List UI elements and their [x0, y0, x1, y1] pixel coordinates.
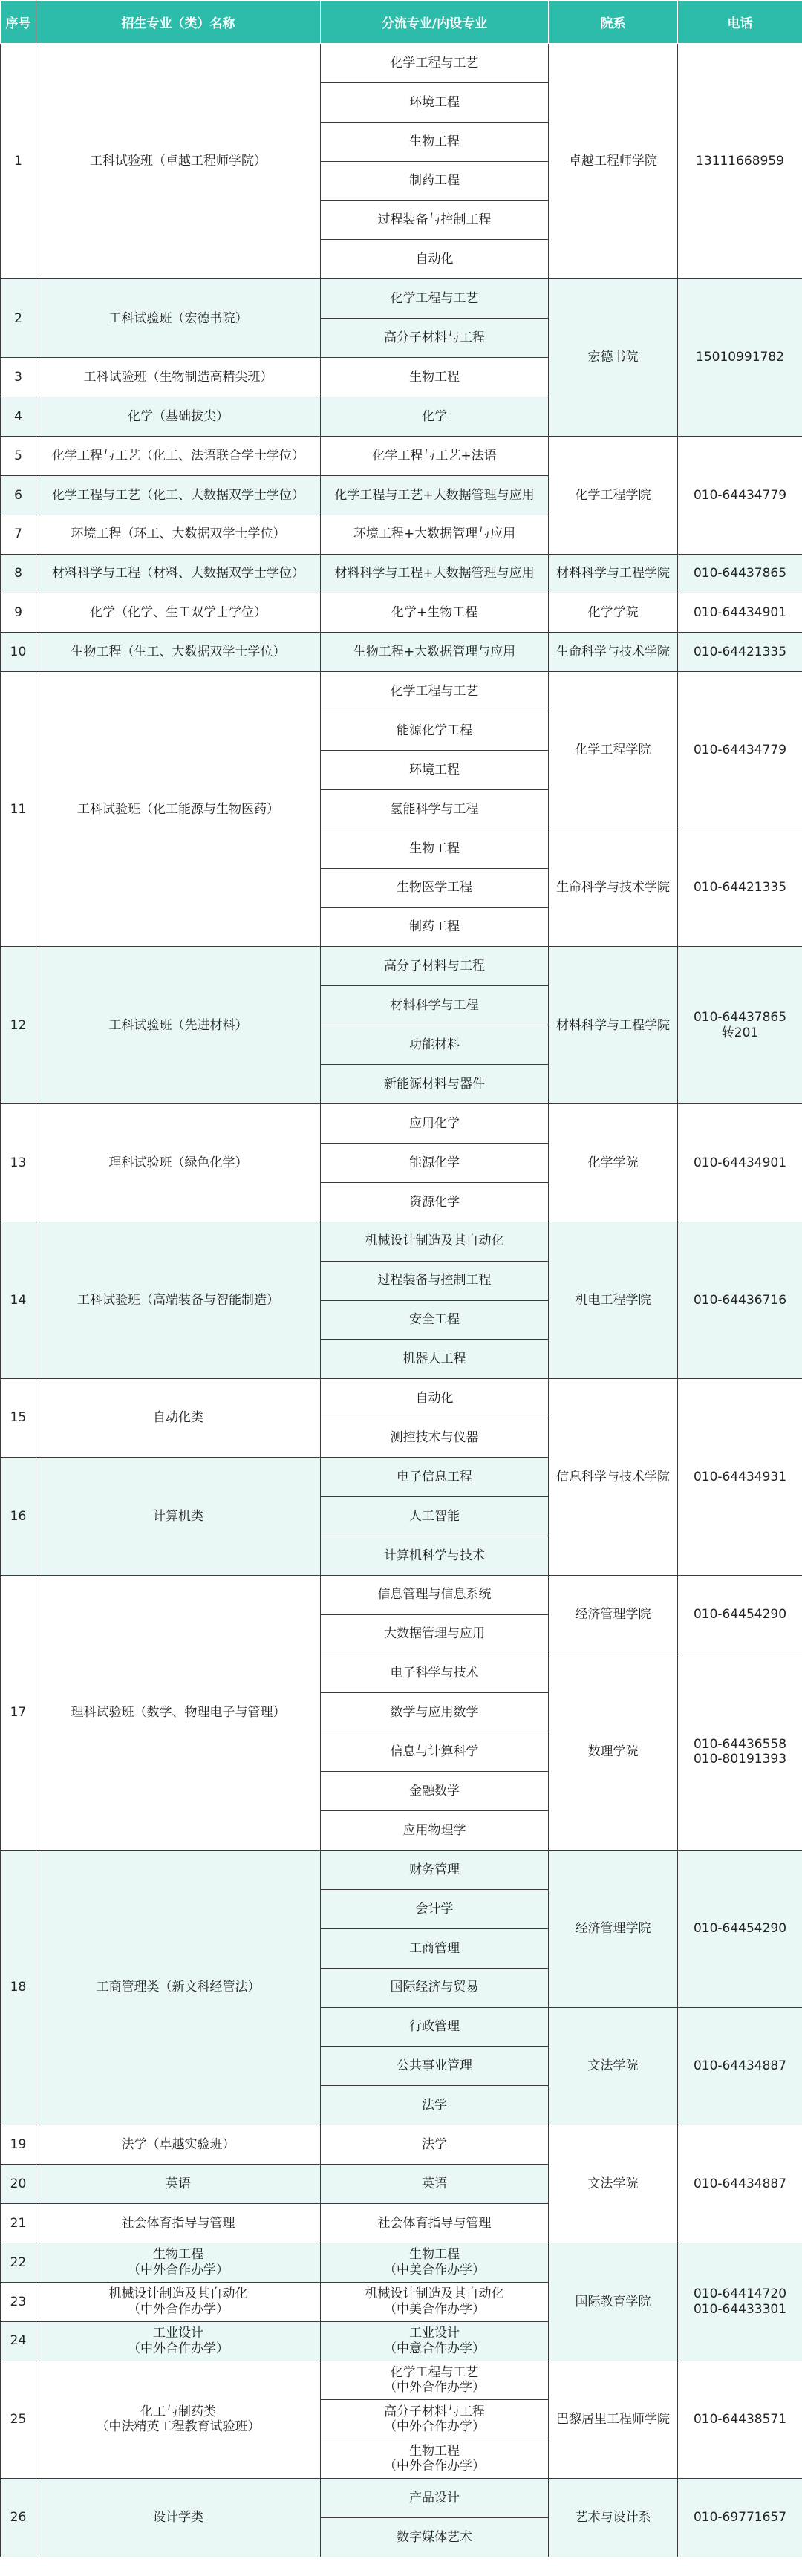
program-name: 工科试验班（宏德书院）	[36, 279, 321, 358]
major-cell: 生物工程+大数据管理与应用	[321, 633, 549, 672]
program-name: 化学（化学、生工双学士学位）	[36, 593, 321, 633]
program-name-line: 生物工程	[153, 2247, 203, 2263]
program-name: 工科试验班（高端装备与智能制造）	[36, 1222, 321, 1379]
major-cell: 机械设计制造及其自动化	[321, 1222, 549, 1261]
phone-line: 010-64433301	[693, 2301, 787, 2317]
major-cell: 机器人工程	[321, 1340, 549, 1379]
phone-cell: 010-64454290	[678, 1850, 802, 2007]
major-cell: 生物工程	[321, 358, 549, 397]
program-name: 设计学类	[36, 2479, 321, 2557]
program-name: 自动化类	[36, 1379, 321, 1458]
major-cell: 计算机科学与技术	[321, 1536, 549, 1575]
header-phone: 电话	[678, 1, 802, 44]
program-name: 法学（卓越实验班）	[36, 2125, 321, 2165]
table-row	[1, 2361, 802, 2400]
program-name: 工科试验班（先进材料）	[36, 947, 321, 1104]
program-name: 理科试验班（绿色化学）	[36, 1104, 321, 1222]
department-cell: 材料科学与工程学院	[549, 947, 678, 1104]
major-cell: 法学	[321, 2086, 549, 2125]
phone-cell	[678, 1654, 802, 1850]
row-no: 21	[1, 2203, 36, 2243]
department-cell: 巴黎居里工程师学院	[549, 2361, 678, 2479]
program-name: 计算机类	[36, 1458, 321, 1576]
major-cell: 安全工程	[321, 1300, 549, 1340]
department-cell: 数理学院	[549, 1654, 678, 1850]
table-row	[1, 672, 802, 711]
major-cell: 新能源材料与器件	[321, 1065, 549, 1104]
major-cell: 化学	[321, 397, 549, 437]
row-no: 5	[1, 436, 36, 475]
table-row	[1, 1379, 802, 1418]
row-no: 4	[1, 397, 36, 437]
row-no: 14	[1, 1222, 36, 1379]
major-cell	[321, 2361, 549, 2400]
program-name: 化学工程与工艺（化工、大数据双学士学位）	[36, 475, 321, 515]
major-cell: 公共事业管理	[321, 2047, 549, 2086]
phone-cell	[678, 947, 802, 1104]
phone-cell: 13111668959	[678, 44, 802, 279]
major-cell: 自动化	[321, 240, 549, 279]
row-no: 15	[1, 1379, 36, 1458]
row-no: 12	[1, 947, 36, 1104]
row-no: 10	[1, 633, 36, 672]
major-cell	[321, 2439, 549, 2479]
department-cell: 卓越工程师学院	[549, 44, 678, 279]
row-no: 6	[1, 475, 36, 515]
major-note: （中外合作办学）	[384, 2380, 485, 2396]
major-note: （中美合作办学）	[384, 2301, 485, 2317]
major-cell: 过程装备与控制工程	[321, 200, 549, 240]
table-row	[1, 279, 802, 319]
table-header-row	[1, 1, 802, 44]
program-name: 化学（基础拔尖）	[36, 397, 321, 437]
major-cell: 自动化	[321, 1379, 549, 1418]
major-cell: 能源化学	[321, 1143, 549, 1182]
phone-cell: 010-69771657	[678, 2479, 802, 2557]
major-line: 化学工程与工艺	[390, 2365, 479, 2381]
department-cell: 生命科学与技术学院	[549, 633, 678, 672]
department-cell: 国际教育学院	[549, 2243, 678, 2361]
phone-cell: 15010991782	[678, 279, 802, 437]
department-cell: 文法学院	[549, 2125, 678, 2243]
major-cell: 国际经济与贸易	[321, 1968, 549, 2007]
major-cell: 会计学	[321, 1889, 549, 1928]
program-name: 工科试验班（生物制造高精尖班）	[36, 358, 321, 397]
phone-cell: 010-64421335	[678, 829, 802, 947]
major-cell	[321, 2243, 549, 2282]
program-name	[36, 2321, 321, 2361]
row-no: 23	[1, 2282, 36, 2321]
major-cell: 化学工程与工艺	[321, 672, 549, 711]
department-cell: 信息科学与技术学院	[549, 1379, 678, 1575]
major-cell: 财务管理	[321, 1850, 549, 1889]
phone-cell: 010-64434931	[678, 1379, 802, 1575]
major-line: 生物工程	[409, 2247, 460, 2263]
table-row	[1, 1222, 802, 1261]
major-cell: 生物工程	[321, 122, 549, 161]
major-cell: 测控技术与仪器	[321, 1418, 549, 1458]
department-cell: 化学学院	[549, 593, 678, 633]
phone-cell: 010-64434887	[678, 2125, 802, 2243]
major-cell: 能源化学工程	[321, 711, 549, 751]
major-cell: 化学工程与工艺	[321, 44, 549, 83]
major-cell: 高分子材料与工程	[321, 947, 549, 986]
row-no: 7	[1, 515, 36, 554]
header-program: 招生专业（类）名称	[36, 1, 321, 44]
phone-line: 010-80191393	[693, 1752, 787, 1767]
program-name: 工科试验班（卓越工程师学院）	[36, 44, 321, 279]
phone-cell: 010-64454290	[678, 1575, 802, 1654]
header-major: 分流专业/内设专业	[321, 1, 549, 44]
major-line: 机械设计制造及其自动化	[365, 2286, 504, 2302]
phone-cell: 010-64434887	[678, 2007, 802, 2125]
major-cell: 制药工程	[321, 161, 549, 200]
department-cell: 宏德书院	[549, 279, 678, 437]
major-cell: 环境工程	[321, 751, 549, 790]
phone-cell: 010-64437865	[678, 554, 802, 593]
phone-cell	[678, 2243, 802, 2361]
row-no: 25	[1, 2361, 36, 2479]
table-row	[1, 1104, 802, 1144]
major-note: （中外合作办学）	[384, 2419, 485, 2435]
major-cell: 数字媒体艺术	[321, 2518, 549, 2557]
major-cell: 化学工程与工艺	[321, 279, 549, 319]
phone-cell: 010-64438571	[678, 2361, 802, 2479]
major-line: 工业设计	[409, 2326, 460, 2341]
major-cell: 金融数学	[321, 1772, 549, 1811]
row-no: 26	[1, 2479, 36, 2557]
major-cell	[321, 2321, 549, 2361]
major-cell: 化学工程与工艺+大数据管理与应用	[321, 475, 549, 515]
phone-extension: 转201	[721, 1025, 759, 1040]
major-cell: 过程装备与控制工程	[321, 1261, 549, 1300]
table-row	[1, 44, 802, 83]
major-cell: 人工智能	[321, 1496, 549, 1536]
major-cell: 社会体育指导与管理	[321, 2203, 549, 2243]
program-name: 材料科学与工程（材料、大数据双学士学位）	[36, 554, 321, 593]
department-cell: 化学学院	[549, 1104, 678, 1222]
row-no: 11	[1, 672, 36, 947]
department-cell: 化学工程学院	[549, 672, 678, 829]
program-name	[36, 2282, 321, 2321]
major-cell: 环境工程	[321, 82, 549, 122]
major-cell: 制药工程	[321, 907, 549, 947]
major-cell: 氢能科学与工程	[321, 789, 549, 829]
department-cell: 艺术与设计系	[549, 2479, 678, 2557]
major-cell: 高分子材料与工程	[321, 319, 549, 358]
major-cell: 数学与应用数学	[321, 1693, 549, 1732]
program-name: 理科试验班（数学、物理电子与管理）	[36, 1575, 321, 1850]
row-no: 19	[1, 2125, 36, 2165]
program-name: 社会体育指导与管理	[36, 2203, 321, 2243]
phone-cell: 010-64434901	[678, 593, 802, 633]
major-cell: 信息与计算科学	[321, 1732, 549, 1772]
program-name	[36, 2361, 321, 2479]
program-name-line: 化工与制药类	[140, 2404, 216, 2419]
major-cell: 环境工程+大数据管理与应用	[321, 515, 549, 554]
major-cell: 电子科学与技术	[321, 1654, 549, 1693]
phone-cell: 010-64434779	[678, 436, 802, 554]
row-no: 9	[1, 593, 36, 633]
table-row	[1, 2125, 802, 2165]
program-name: 环境工程（环工、大数据双学士学位）	[36, 515, 321, 554]
major-cell: 大数据管理与应用	[321, 1614, 549, 1654]
phone-cell: 010-64436716	[678, 1222, 802, 1379]
department-cell: 文法学院	[549, 2007, 678, 2125]
phone-line: 010-64414720	[693, 2286, 787, 2302]
program-name-note: （中外合作办学）	[128, 2341, 229, 2356]
program-name: 工商管理类（新文科经管法）	[36, 1850, 321, 2125]
row-no: 13	[1, 1104, 36, 1222]
major-cell: 电子信息工程	[321, 1458, 549, 1497]
phone-line: 010-64437865	[693, 1010, 787, 1025]
major-line: 生物工程	[409, 2443, 460, 2459]
table-row	[1, 947, 802, 986]
phone-cell: 010-64434901	[678, 1104, 802, 1222]
program-name-note: （中外合作办学）	[128, 2262, 229, 2277]
row-no: 1	[1, 44, 36, 279]
major-cell: 资源化学	[321, 1182, 549, 1222]
major-cell: 化学工程与工艺+法语	[321, 436, 549, 475]
row-no: 17	[1, 1575, 36, 1850]
row-no: 3	[1, 358, 36, 397]
program-name: 生物工程（生工、大数据双学士学位）	[36, 633, 321, 672]
major-cell: 生物医学工程	[321, 868, 549, 907]
phone-line: 010-64436558	[693, 1736, 787, 1752]
program-name-note: （中外合作办学）	[128, 2301, 229, 2317]
major-note: （中美合作办学）	[384, 2262, 485, 2277]
row-no: 18	[1, 1850, 36, 2125]
phone-cell: 010-64421335	[678, 633, 802, 672]
major-cell: 应用物理学	[321, 1811, 549, 1851]
major-line: 高分子材料与工程	[384, 2404, 485, 2419]
major-cell: 信息管理与信息系统	[321, 1575, 549, 1614]
major-cell: 工商管理	[321, 1928, 549, 1968]
table-row	[1, 554, 802, 593]
row-no: 24	[1, 2321, 36, 2361]
table-row	[1, 2479, 802, 2518]
table-row	[1, 436, 802, 475]
major-cell: 法学	[321, 2125, 549, 2165]
department-cell: 生命科学与技术学院	[549, 829, 678, 947]
table-row	[1, 1575, 802, 1614]
header-no: 序号	[1, 1, 36, 44]
program-name-note: （中法精英工程教育试验班）	[96, 2419, 261, 2435]
major-cell: 应用化学	[321, 1104, 549, 1144]
program-name-line: 工业设计	[153, 2326, 203, 2341]
row-no: 20	[1, 2165, 36, 2204]
table-row	[1, 1850, 802, 1889]
department-cell: 机电工程学院	[549, 1222, 678, 1379]
major-cell: 行政管理	[321, 2007, 549, 2047]
row-no: 22	[1, 2243, 36, 2282]
row-no: 16	[1, 1458, 36, 1576]
major-cell	[321, 2400, 549, 2439]
program-name: 英语	[36, 2165, 321, 2204]
program-name: 工科试验班（化工能源与生物医药）	[36, 672, 321, 947]
table-row	[1, 633, 802, 672]
major-cell: 英语	[321, 2165, 549, 2204]
table-row	[1, 2243, 802, 2282]
program-name: 化学工程与工艺（化工、法语联合学士学位）	[36, 436, 321, 475]
row-no: 2	[1, 279, 36, 358]
program-name-line: 机械设计制造及其自动化	[108, 2286, 248, 2302]
major-note: （中外合作办学）	[384, 2459, 485, 2474]
department-cell: 经济管理学院	[549, 1575, 678, 1654]
major-cell	[321, 2282, 549, 2321]
major-cell: 生物工程	[321, 829, 549, 868]
major-cell: 材料科学与工程	[321, 986, 549, 1025]
header-department: 院系	[549, 1, 678, 44]
row-no: 8	[1, 554, 36, 593]
department-cell: 化学工程学院	[549, 436, 678, 554]
phone-cell: 010-64434779	[678, 672, 802, 829]
major-cell: 材料科学与工程+大数据管理与应用	[321, 554, 549, 593]
major-note: （中意合作办学）	[384, 2341, 485, 2356]
table-row	[1, 593, 802, 633]
major-cell: 产品设计	[321, 2479, 549, 2518]
department-cell: 经济管理学院	[549, 1850, 678, 2007]
program-name	[36, 2243, 321, 2282]
major-cell: 化学+生物工程	[321, 593, 549, 633]
major-cell: 功能材料	[321, 1025, 549, 1065]
department-cell: 材料科学与工程学院	[549, 554, 678, 593]
